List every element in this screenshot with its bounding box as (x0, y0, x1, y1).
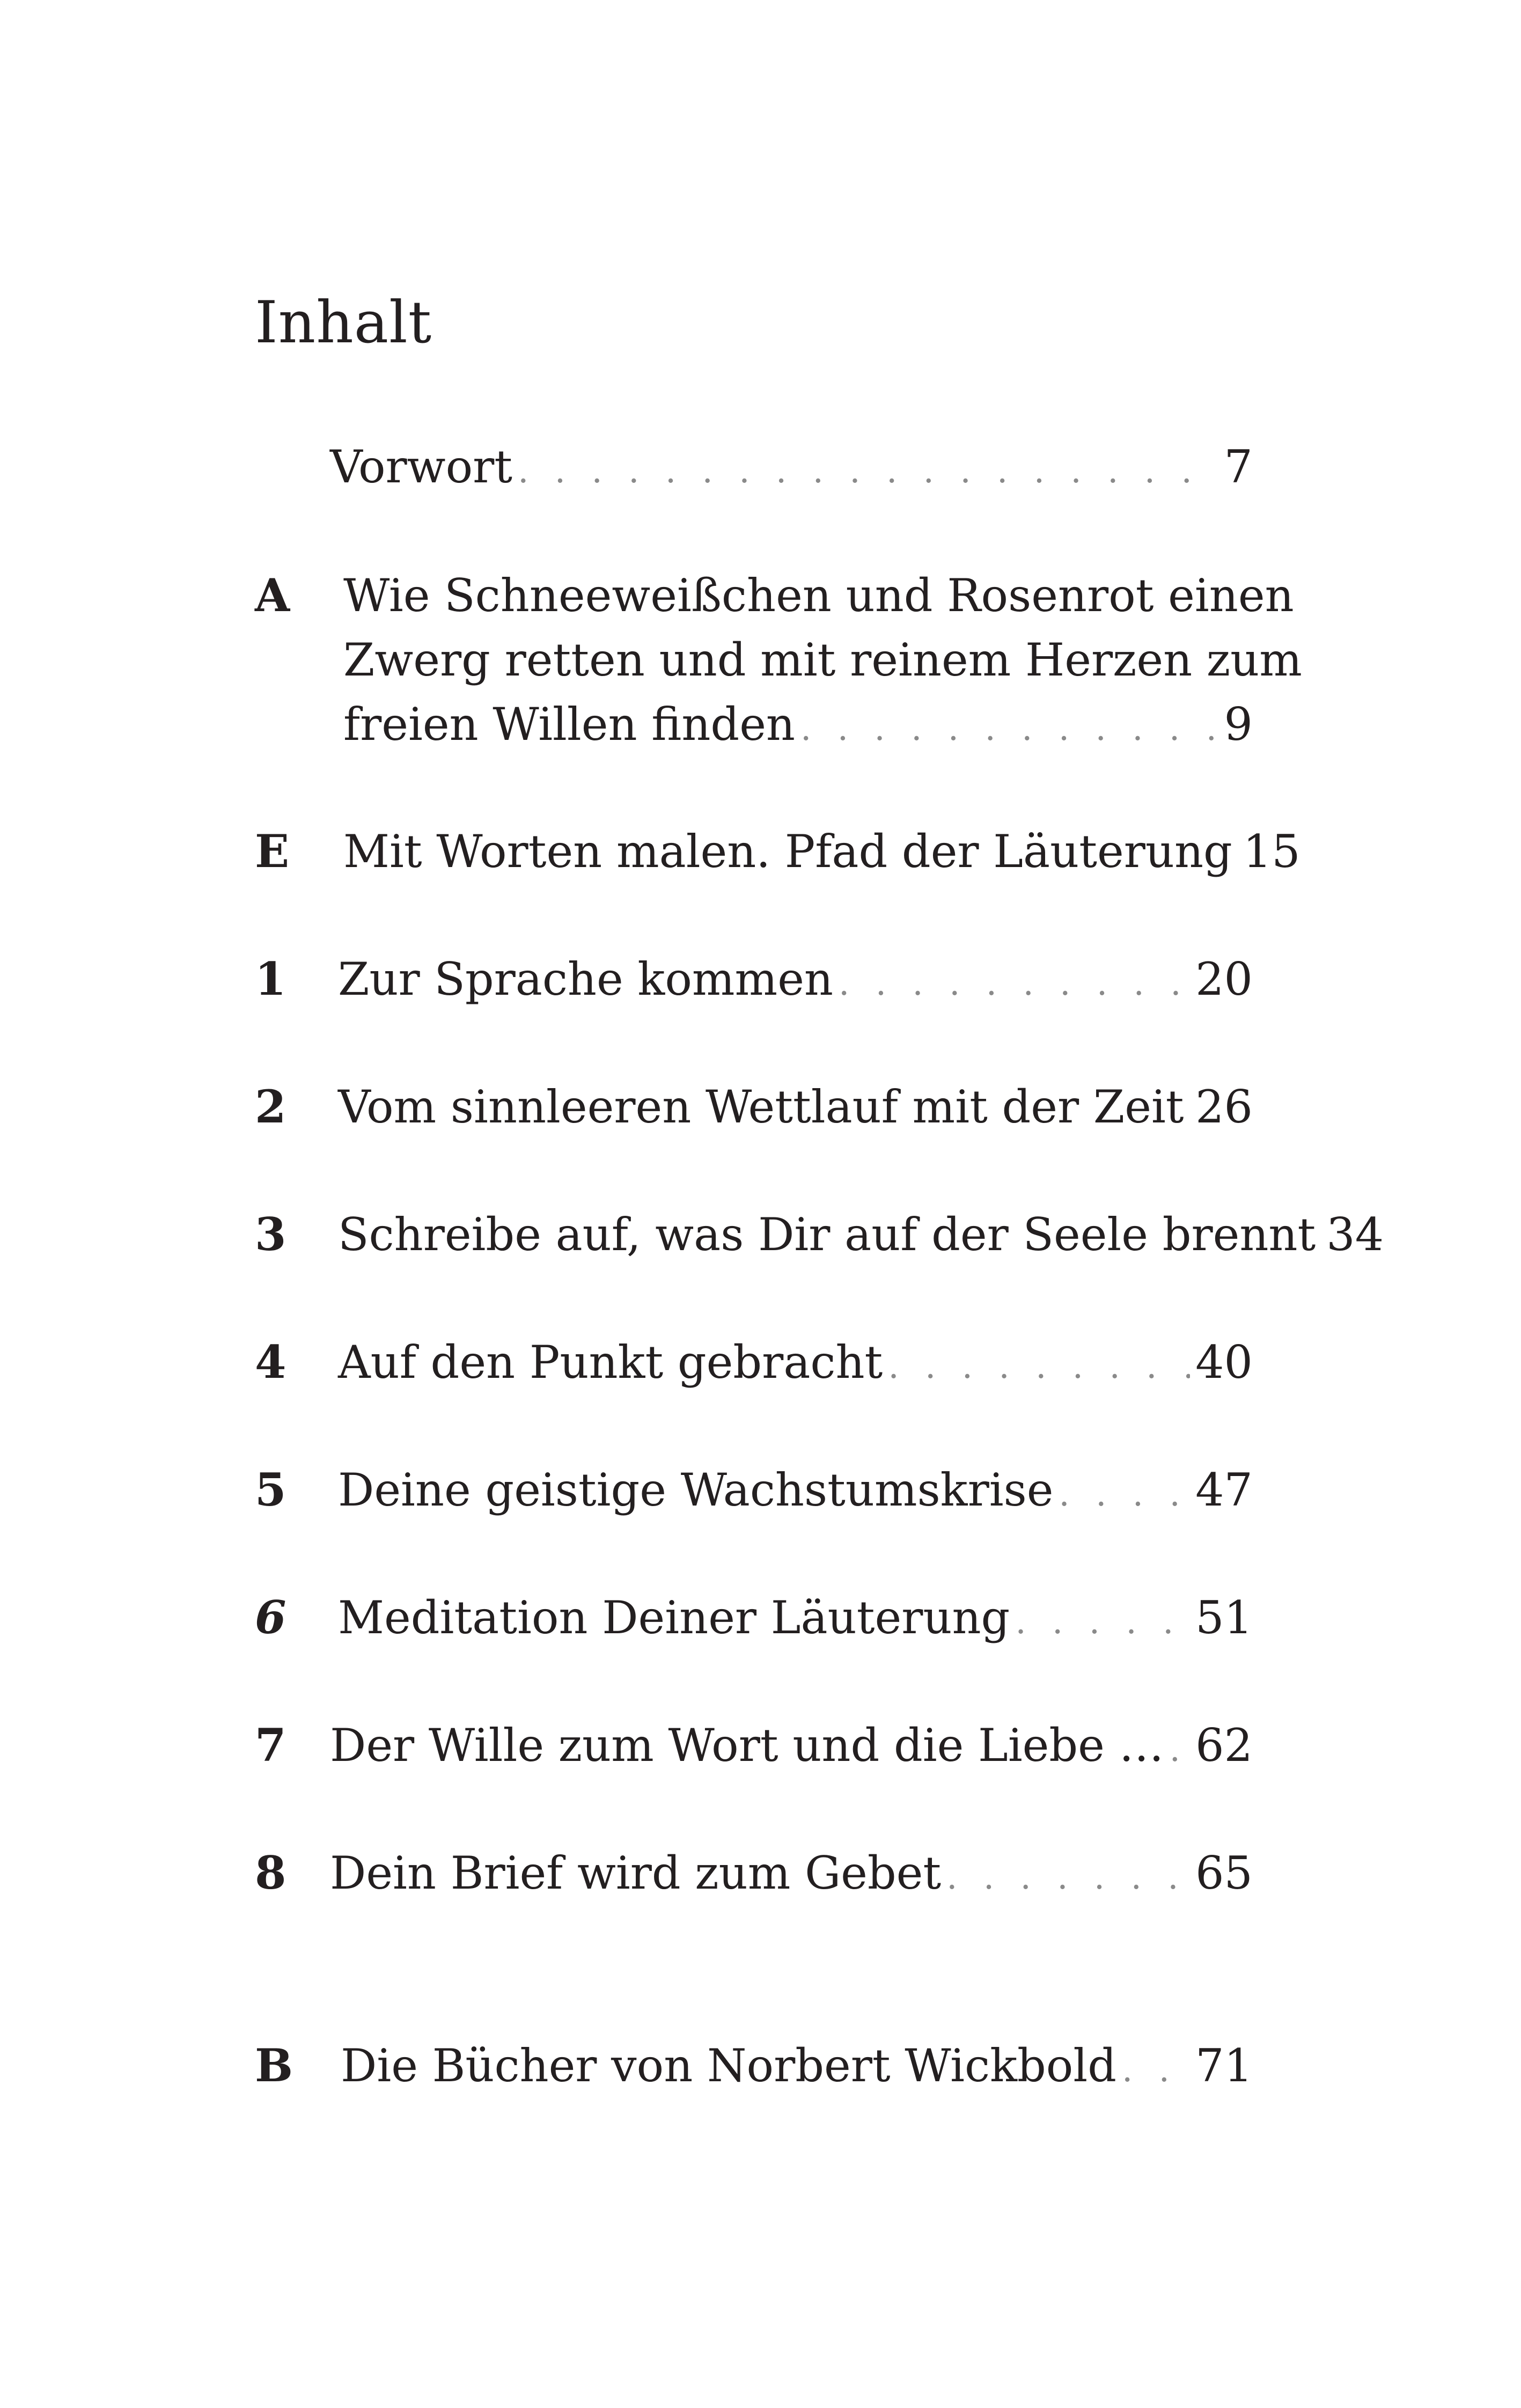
toc-entry-title: Meditation Deiner Läuterung (338, 1591, 1010, 1644)
toc-line (338, 947, 1253, 1011)
dot-leader (839, 951, 1190, 1016)
toc-entry-body (338, 1330, 1253, 1394)
toc-entry-label: 5 (255, 1463, 286, 1516)
toc-line (338, 1330, 1253, 1394)
toc-entry-label: E (255, 825, 290, 878)
toc-entry-title: Mit Worten malen. Pfad der Läuterung (343, 825, 1232, 878)
toc-line (330, 1713, 1253, 1778)
dot-leader (888, 1334, 1190, 1399)
toc-entry-page: 20 (1195, 953, 1253, 1005)
toc-entry-label: 2 (255, 1080, 286, 1133)
toc-entry-page: 9 (1224, 698, 1253, 751)
toc-entry-label: 8 (255, 1846, 286, 1899)
toc-entry-label: 4 (255, 1335, 286, 1389)
toc-entry-title: Die Bücher von Norbert Wickbold (341, 2039, 1116, 2092)
toc-entry-title-line-1: Wie Schneeweißchen und Rosenrot einen (343, 569, 1294, 622)
toc-line (343, 628, 1302, 692)
toc-entry-title: Vom sinnleeren Wettlauf mit der Zeit (338, 1081, 1184, 1133)
toc-entry-body (343, 563, 1302, 757)
toc-entry-body (338, 1458, 1253, 1522)
toc-entry-label: 1 (255, 952, 286, 1005)
dot-leader (518, 439, 1218, 503)
toc-entry-page: 51 (1195, 1591, 1253, 1644)
toc-entry-title: Schreibe auf, was Dir auf der Seele brennt (338, 1208, 1316, 1261)
toc-entry-page: 47 (1195, 1464, 1253, 1516)
toc-entry-title-line-2: Zwerg retten und mit reinem Herzen zum (343, 634, 1302, 686)
toc-entry-body (338, 1202, 1384, 1267)
toc-line (341, 2033, 1253, 2098)
toc-line (343, 563, 1294, 628)
dot-leader (946, 1845, 1190, 1910)
toc-entry-body (330, 1841, 1253, 1905)
toc-entry-body (338, 947, 1253, 1011)
toc-entry-body (338, 1075, 1253, 1139)
page-title: Inhalt (255, 289, 432, 356)
toc-entry-title-line-3: freien Willen finden (343, 698, 796, 751)
toc-entry-page: 15 (1243, 825, 1300, 878)
toc-entry-page: 7 (1224, 441, 1253, 493)
toc-line (338, 1458, 1253, 1522)
toc-entry-title: Dein Brief wird zum Gebet (330, 1847, 942, 1899)
toc-entry-title: Vorwort (330, 441, 513, 493)
toc-entry-page: 71 (1195, 2039, 1253, 2092)
toc-entry-page: 65 (1195, 1847, 1253, 1899)
dot-leader (1170, 1717, 1191, 1782)
toc-entry-body (341, 2033, 1253, 2098)
toc-entry-page: 40 (1195, 1336, 1253, 1389)
toc-line (338, 1075, 1253, 1139)
toc-entry-page: 26 (1195, 1081, 1253, 1133)
toc-entry-title: Der Wille zum Wort und die Liebe … (330, 1719, 1164, 1772)
toc-entry-label: 3 (255, 1208, 286, 1261)
toc-entry-title: Auf den Punkt gebracht (338, 1336, 883, 1389)
dot-leader (1059, 1462, 1190, 1526)
toc-line (343, 819, 1300, 884)
toc-entry-title: Deine geistige Wachstumskrise (338, 1464, 1054, 1516)
toc-line (338, 1585, 1253, 1650)
toc-entry-page: 62 (1195, 1719, 1253, 1772)
toc-line (343, 692, 1253, 757)
toc-line (330, 1841, 1253, 1905)
toc-entry-label: 6 (255, 1591, 286, 1644)
toc-entry-body (330, 435, 1253, 499)
dot-leader (1189, 1079, 1191, 1143)
toc-line (330, 435, 1253, 499)
toc-entry-label: A (255, 569, 290, 622)
toc-entry-body (338, 1585, 1253, 1650)
toc-entry-title: Zur Sprache kommen (338, 953, 834, 1005)
toc-entry-label: B (255, 2039, 293, 2092)
dot-leader (800, 696, 1219, 761)
toc-entry-label: 7 (255, 1719, 286, 1772)
toc-line (338, 1202, 1384, 1267)
dot-leader (1122, 2038, 1190, 2102)
toc-entry-page: 34 (1326, 1208, 1384, 1261)
dot-leader (1015, 1590, 1190, 1654)
toc-entry-body (330, 1713, 1253, 1778)
toc-entry-body (343, 819, 1300, 884)
